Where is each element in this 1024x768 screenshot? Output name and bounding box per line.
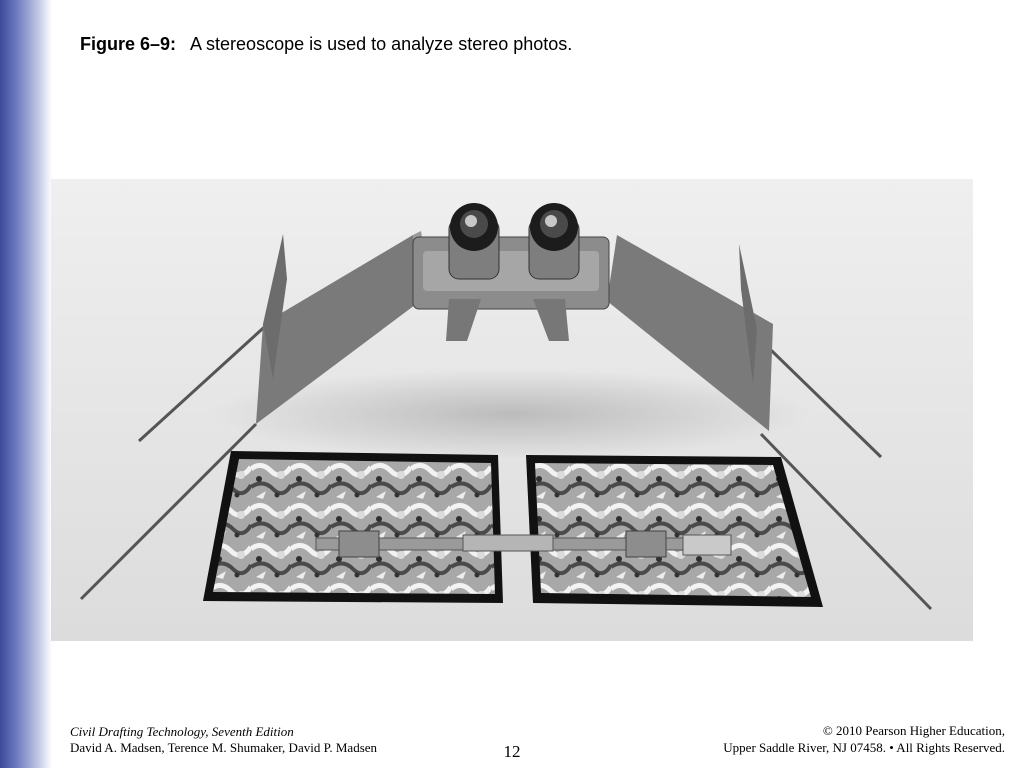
page-number: 12	[503, 742, 521, 761]
figure-caption	[80, 34, 572, 55]
footer-book-info	[70, 724, 377, 756]
footer-authors: David A. Madsen, Terence M. Shumaker, David P. Madsen	[70, 740, 378, 755]
footer-book-title: Civil Drafting Technology, Seventh Edition	[70, 724, 294, 739]
footer-copyright-line-1: © 2010 Pearson Higher Education,	[822, 723, 1005, 738]
footer-copyright	[723, 722, 1005, 756]
figure-label: Figure 6–9:	[80, 34, 177, 54]
left-stereo-photo	[203, 451, 503, 603]
eyepiece-left	[449, 203, 499, 279]
footer-copyright-line-2: Upper Saddle River, NJ 07458. • All Rights Reserved.	[723, 740, 1005, 755]
stereoscope-photo	[51, 179, 973, 641]
slide-side-bar	[0, 0, 52, 768]
eyepiece-right	[529, 203, 579, 279]
right-stereo-photo	[526, 455, 823, 607]
figure-caption-text: A stereoscope is used to analyze stereo photos.	[190, 34, 573, 54]
